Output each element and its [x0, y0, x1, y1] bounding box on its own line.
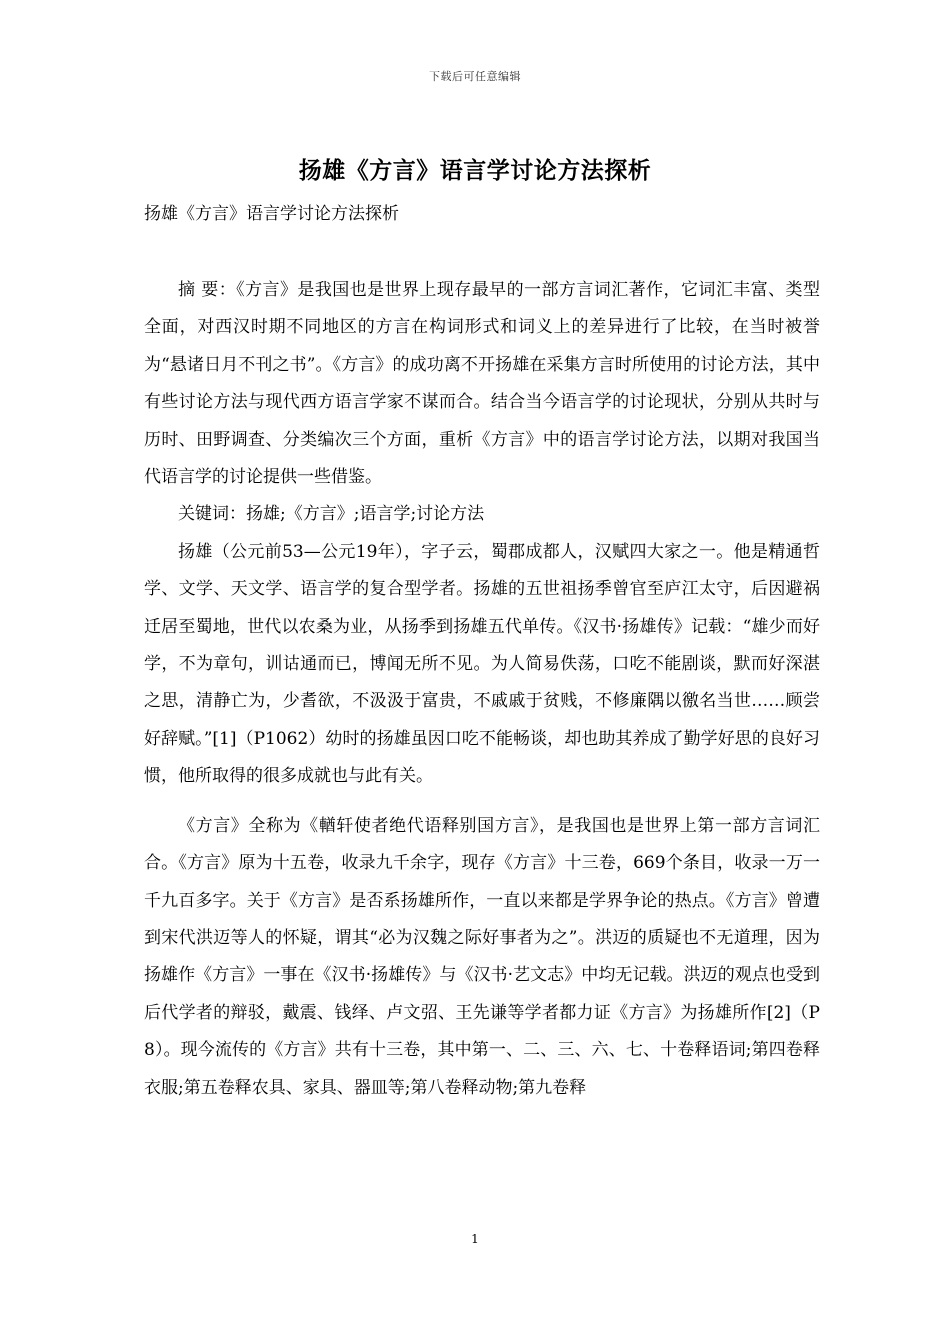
keywords-paragraph: 关键词：扬雄;《方言》;语言学;讨论方法: [178, 504, 485, 525]
abstract-paragraph: 摘 要：《方言》是我国也是世界上现存最早的一部方言词汇著作，它词汇丰富、类型全面，对西汉时期不同地区的方言在构词形式和词义上的差异进行了比较，在当时被誉为“悬诸日月不刊之书”。《方言》的成功离不开扬雄在采集方言时所使用的讨论方法，其中有些讨论方法与现代西方语言学家不谋而合。结合当今语言学的讨论现状，分别从共时与历时、田野调查、分类编次三个方面，重析《方言》中的语言学讨论方法，以期对我国当代语言学的讨论提供一些借鉴。: [144, 280, 820, 488]
body-paragraph: 《方言》全称为《輶轩使者绝代语释别国方言》，是我国也是世界上第一部方言词汇合。《方言》原为十五卷，收录九千余字，现存《方言》十三卷，669个条目，收录一万一千九百多字。关于《方言》是否系扬雄所作，一直以来都是学界争论的热点。《方言》曾遭到宋代洪迈等人的怀疑，谓其“必为汉魏之际好事者为之”。洪迈的质疑也不无道理，因为扬雄作《方言》一事在《汉书·扬雄传》与《汉书·艺文志》中均无记载。洪迈的观点也受到后代学者的辩驳，戴震、钱绎、卢文弨、王先谦等学者都力证《方言》为扬雄所作[2]（P8）。现今流传的《方言》共有十三卷，其中第一、二、三、六、七、十卷释语词;第四卷释衣服;第五卷释农具、家具、器皿等;第八卷释动物;第九卷释: [144, 815, 820, 1098]
document-subtitle: 扬雄《方言》语言学讨论方法探析: [144, 204, 399, 224]
header-note: 下载后可任意编辑: [429, 70, 521, 83]
body-paragraph: 扬雄（公元前53—公元19年），字子云，蜀郡成都人，汉赋四大家之一。他是精通哲学、文学、天文学、语言学的复合型学者。扬雄的五世祖扬季曾官至庐江太守，后因避祸迁居至蜀地，世代以农桑为业，从扬季到扬雄五代单传。《汉书·扬雄传》记载：“雄少而好学，不为章句，训诂通而已，博闻无所不见。为人简易佚荡，口吃不能剧谈，默而好深湛之思，清静亡为，少耆欲，不汲汲于富贵，不戚戚于贫贱，不修廉隅以徼名当世……顾尝好辞赋。”[1]（P1062）幼时的扬雄虽因口吃不能畅谈，却也助其养成了勤学好思的良好习惯，他所取得的很多成就也与此有关。: [144, 541, 820, 787]
page-number: 1: [471, 1232, 479, 1246]
document-body: [144, 272, 820, 1107]
document-title: 扬雄《方言》语言学讨论方法探析: [298, 157, 652, 184]
